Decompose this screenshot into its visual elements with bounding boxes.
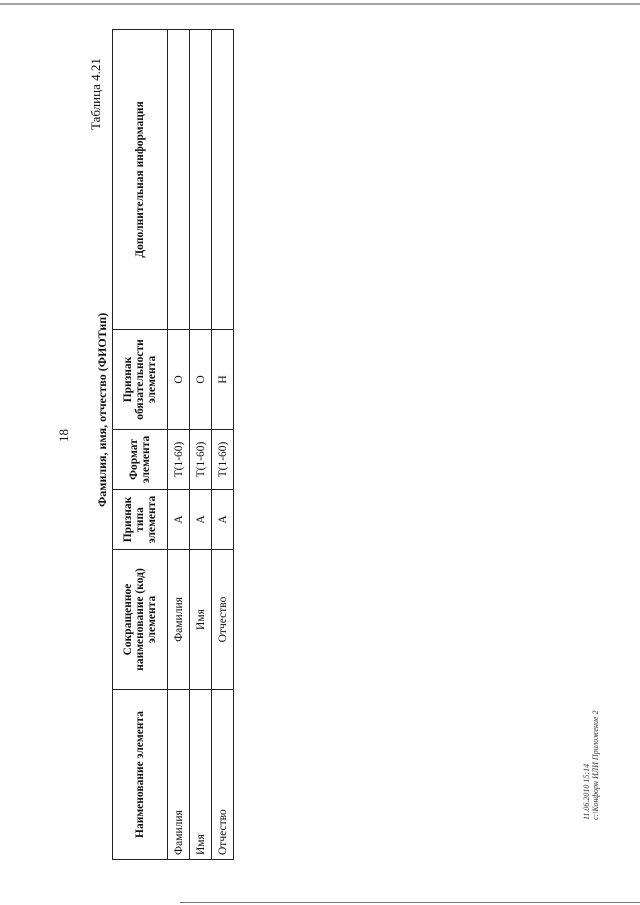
cell-info — [190, 30, 212, 330]
table-row — [212, 30, 234, 860]
cell-info — [212, 30, 234, 330]
col-header-name: Наименование элемента — [113, 690, 168, 860]
col-header-format: Формат элемента — [113, 430, 168, 490]
cell-required: Н — [212, 330, 234, 430]
table-row — [190, 30, 212, 860]
cell-format: T(1-60) — [190, 430, 212, 490]
cell-name: Фамилия — [168, 690, 190, 860]
col-header-type: Признак типа элемента — [113, 490, 168, 550]
cell-name: Отчество — [212, 690, 234, 860]
cell-name: Имя — [190, 690, 212, 860]
cell-format: T(1-60) — [168, 430, 190, 490]
cell-type: А — [190, 490, 212, 550]
stamp-path: c:\Конфорн ИЛИ Приложение 2 — [591, 710, 600, 820]
data-table — [112, 29, 234, 860]
col-header-required: Признак обязательности элемента — [113, 330, 168, 430]
cell-code: Имя — [190, 550, 212, 690]
table-title: Фамилия, имя, отчество (ФИОТип) — [95, 312, 109, 507]
cell-code: Фамилия — [168, 550, 190, 690]
page-number: 18 — [56, 429, 71, 442]
cell-format: T(1-60) — [212, 430, 234, 490]
col-header-info: Дополнительная информация — [113, 30, 168, 330]
stamp-date: 11.06.2010 15:14 — [582, 763, 591, 820]
cell-info — [168, 30, 190, 330]
cell-type: А — [212, 490, 234, 550]
cell-code: Отчество — [212, 550, 234, 690]
cell-required: О — [168, 330, 190, 430]
table-header-row — [113, 30, 168, 860]
print-stamp — [582, 711, 600, 821]
col-header-code: Сокращенное наименование (код) элемента — [113, 550, 168, 690]
cell-type: А — [168, 490, 190, 550]
table-row — [168, 30, 190, 860]
cell-required: О — [190, 330, 212, 430]
table-caption: Таблица 4.21 — [88, 58, 103, 130]
